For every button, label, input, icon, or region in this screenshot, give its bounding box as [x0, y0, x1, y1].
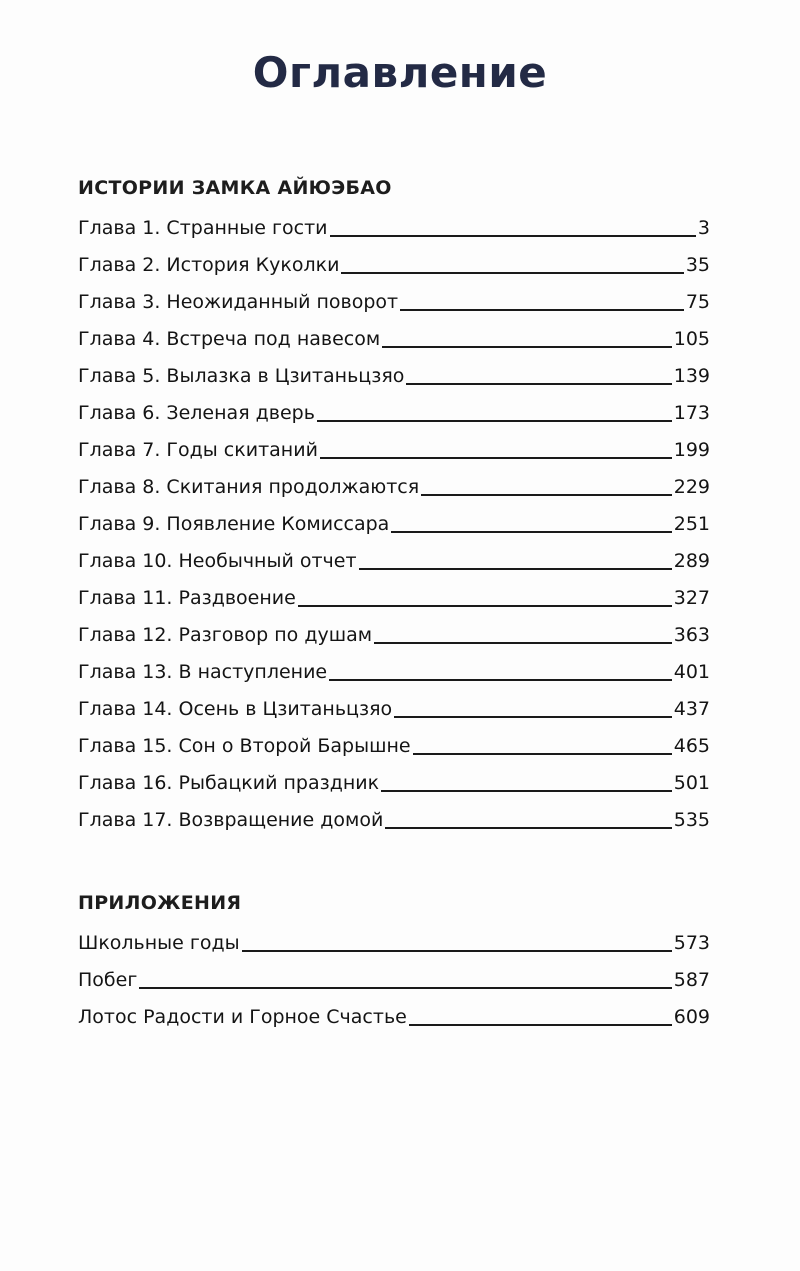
toc-entry-title: Глава 7. Годы скитаний: [78, 439, 318, 461]
toc-entry-page-number: 465: [673, 735, 710, 757]
toc-entry-title: Глава 4. Встреча под навесом: [78, 328, 381, 350]
toc-entry-title: Глава 13. В наступление: [78, 661, 328, 683]
toc-entry: [78, 352, 710, 389]
toc-entry-title: Глава 5. Вылазка в Цзитаньцзяо: [78, 365, 405, 387]
toc-entry-page-number: 105: [673, 328, 710, 350]
toc-entry: [78, 722, 710, 759]
toc-entry: [78, 919, 710, 956]
toc-entry-title: Глава 3. Неожиданный поворот: [78, 291, 399, 313]
toc-entry-title: Глава 17. Возвращение домой: [78, 809, 384, 831]
section-heading: ПРИЛОЖЕНИЯ: [78, 892, 242, 914]
toc-entry-page-number: 35: [685, 254, 710, 276]
toc-entry-page-number: 363: [673, 624, 710, 646]
toc-entry-title: Глава 9. Появление Комиссара: [78, 513, 390, 535]
toc-section-appendices: [78, 887, 710, 1030]
section-heading: ИСТОРИИ ЗАМКА АЙЮЭБАО: [78, 177, 392, 199]
toc-entry: [78, 574, 710, 611]
toc-entry: [78, 611, 710, 648]
toc-leader-line: [317, 420, 672, 422]
toc-entry: [78, 993, 710, 1030]
toc-leader-line: [329, 679, 672, 681]
toc-entry: [78, 204, 710, 241]
toc-leader-line: [242, 950, 672, 952]
toc-leader-line: [409, 1024, 672, 1026]
toc-entry: [78, 648, 710, 685]
toc-entry-page-number: 3: [697, 217, 710, 239]
toc-entry: [78, 241, 710, 278]
page-title: Оглавление: [252, 48, 548, 97]
toc-entry-title: Глава 15. Сон о Второй Барышне: [78, 735, 411, 757]
toc-leader-line: [382, 346, 672, 348]
toc-entry-page-number: 289: [673, 550, 710, 572]
toc-entry-page-number: 139: [673, 365, 710, 387]
toc-leader-line: [421, 494, 672, 496]
toc-entry-title: Глава 10. Необычный отчет: [78, 550, 357, 572]
toc-entry-title: Лотос Радости и Горное Счастье: [78, 1006, 407, 1028]
toc-leader-line: [139, 987, 671, 989]
toc-entry: [78, 685, 710, 722]
toc-section-stories: [78, 172, 710, 833]
toc-entry-title: Глава 8. Скитания продолжаются: [78, 476, 420, 498]
toc-entry-title: Школьные годы: [78, 932, 240, 954]
toc-entry-page-number: 573: [673, 932, 710, 954]
toc-leader-line: [298, 605, 672, 607]
toc-entry-page-number: 609: [673, 1006, 710, 1028]
toc-entry: [78, 759, 710, 796]
toc-entry-page-number: 437: [673, 698, 710, 720]
toc-entry-title: Глава 12. Разговор по душам: [78, 624, 373, 646]
toc-leader-line: [320, 457, 672, 459]
toc-entry-page-number: 501: [673, 772, 710, 794]
toc-leader-line: [385, 827, 671, 829]
toc-entry-title: Глава 1. Странные гости: [78, 217, 328, 239]
toc-entry: [78, 278, 710, 315]
toc-entry-page-number: 587: [673, 969, 710, 991]
toc-entry-page-number: 75: [685, 291, 710, 313]
toc-entry-page-number: 199: [673, 439, 710, 461]
toc-entry: [78, 796, 710, 833]
toc-entry: [78, 537, 710, 574]
toc-list: [78, 204, 710, 833]
toc-entry-title: Глава 6. Зеленая дверь: [78, 402, 315, 424]
toc-leader-line: [391, 531, 671, 533]
toc-entry: [78, 389, 710, 426]
toc-leader-line: [330, 235, 696, 237]
toc-leader-line: [374, 642, 672, 644]
toc-entry-title: Глава 11. Раздвоение: [78, 587, 296, 609]
toc-entry: [78, 426, 710, 463]
toc-list: [78, 919, 710, 1030]
toc-leader-line: [341, 272, 683, 274]
toc-entry: [78, 315, 710, 352]
toc-entry-page-number: 251: [673, 513, 710, 535]
toc-entry-page-number: 229: [673, 476, 710, 498]
toc-leader-line: [359, 568, 672, 570]
toc-leader-line: [400, 309, 684, 311]
toc-entry: [78, 500, 710, 537]
toc-entry-title: Глава 16. Рыбацкий праздник: [78, 772, 380, 794]
toc-entry-title: Побег: [78, 969, 138, 991]
toc-leader-line: [413, 753, 672, 755]
toc-entry-page-number: 535: [673, 809, 710, 831]
toc-entry-page-number: 173: [673, 402, 710, 424]
toc-leader-line: [394, 716, 672, 718]
toc-entry-title: Глава 14. Осень в Цзитаньцзяо: [78, 698, 393, 720]
toc-leader-line: [406, 383, 671, 385]
toc-leader-line: [381, 790, 672, 792]
toc-entry: [78, 463, 710, 500]
toc-entry-title: Глава 2. История Куколки: [78, 254, 340, 276]
toc-entry-page-number: 327: [673, 587, 710, 609]
toc-entry: [78, 956, 710, 993]
toc-entry-page-number: 401: [673, 661, 710, 683]
